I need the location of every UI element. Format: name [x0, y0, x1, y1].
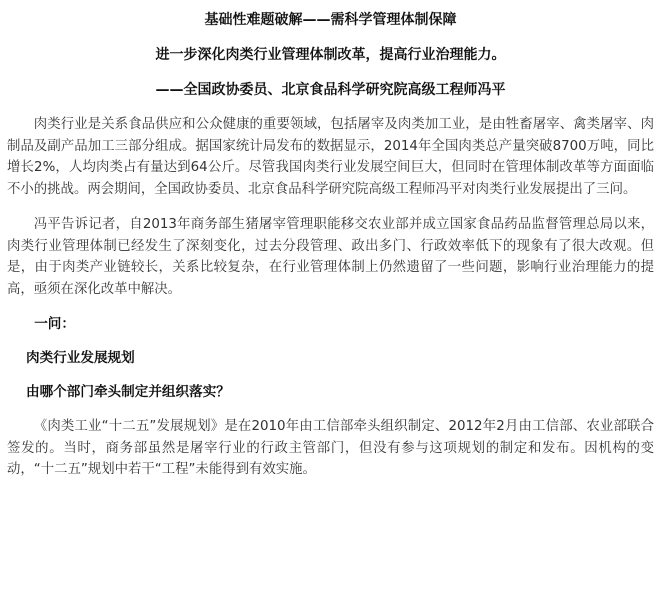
question-label: 一问： [34, 316, 75, 332]
article-paragraph-intro: 肉类行业是关系食品供应和公众健康的重要领域，包括屠宰及肉类加工业，是由牲畜屠宰、禽类屠宰、肉制品及副产品加工三部分组成。据国家统计局发布的数据显示，2014年全国肉类总产量突破8700万吨，同比增长2%，人均肉类占有量达到64公斤。尽管我国肉类行业发展空间巨大，但同时在管理体制改革等方面面临不小的挑战。两会期间，全国政协委员、北京食品科学研究院高级工程师冯平对肉类行业发展提出了三问。 [7, 117, 654, 197]
article-heading-main: 基础性难题破解——需科学管理体制保障 [204, 12, 457, 28]
article-paragraph-interview: 冯平告诉记者，自2013年商务部生猪屠宰管理职能移交农业部并成立国家食品药品监督管理总局以来，肉类行业管理体制已经发生了深刻变化，过去分段管理、政出多门、行政效率低下的现象有了很大改观。但是，由于肉类产业链较长，关系比较复杂，在行业管理体制上仍然遗留了一些问题，影响行业治理能力的提高，亟须在深化改革中解决。 [7, 217, 654, 297]
article-heading-byline: ——全国政协委员、北京食品科学研究院高级工程师冯平 [155, 82, 506, 98]
article-heading-sub: 进一步深化肉类行业管理体制改革，提高行业治理能力。 [155, 47, 506, 63]
article-paragraph-plan: 《肉类工业“十二五”发展规划》是在2010年由工信部牵头组织制定、2012年2月由工信部、农业部联合签发的。当时，商务部虽然是屠宰行业的行政主管部门，但没有参与这项规划的制定和发布。因机构的变动，“十二五”规划中若干“工程”未能得到有效实施。 [7, 419, 654, 477]
question-topic: 肉类行业发展规划 [26, 350, 135, 366]
question-text: 由哪个部门牵头制定并组织落实？ [26, 384, 230, 400]
